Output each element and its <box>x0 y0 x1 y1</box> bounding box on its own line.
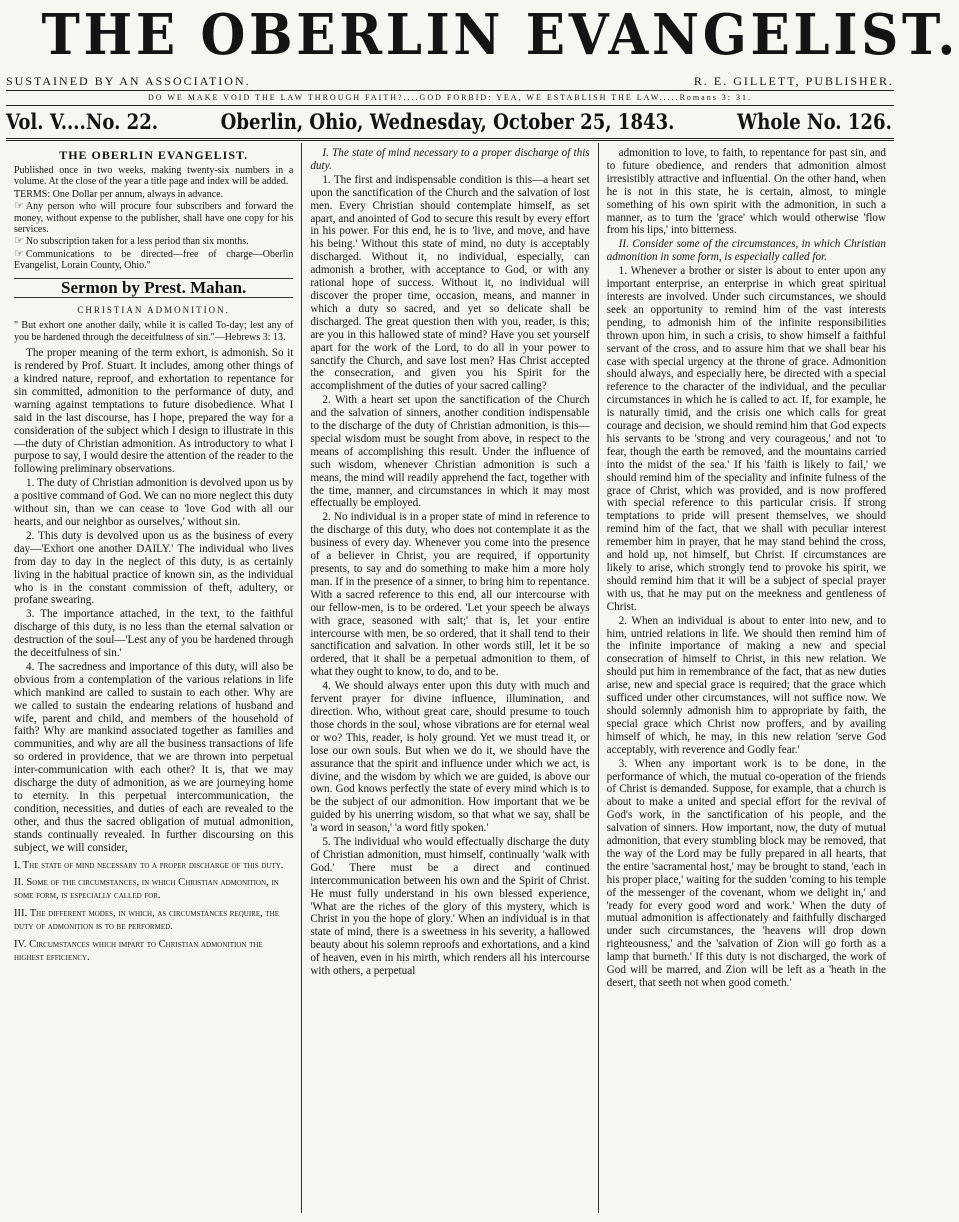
paragraph: The proper meaning of the term exhort, is admonish. So it is rendered by Prof. Stuart. It includes, among other things of a kindred nature, reproof, and exhortation to repentance for sin committed, admonition to the performance of duty, and warning against temptations to future disobedience. What I said in the last discourse, has I hope, prepared the way for a consideration of the subject which I design to illustrate in this—the duty of Christian admonition. As introductory to what I purpose to say, I would desire the attention of the reader to the following preliminary observations. <box>14 347 294 476</box>
subscription-notice <box>14 165 293 272</box>
masthead-title: THE OBERLIN EVANGELIST. <box>41 2 959 68</box>
column-3 <box>598 143 894 1213</box>
paragraph: 2. No individual is in a proper state of mind in reference to the discharge of this duty, who does not contemplate it as the business of every day. Whenever you come into the presence of a believer in Christ, you are required, if opportunity presents, to say and do something to make him a more holy man. If in the presence of a sinner, to bring him to repentance. With a sacred reference to this end, all our intercourse with our fellow-men, is to be ordered. 'Let your speech be always with grace, seasoned with salt;' that is, let your entire intercourse with men, be so ordered, that it shall tend to their sanctification and salvation. In other words still, let it be so ordered, that it shall be a perpetual admonition to them, of what they ought to know, to do, and to be. <box>310 511 590 679</box>
pointing-hand-icon: ☞ <box>14 235 24 248</box>
paragraph: 2. With a heart set upon the sanctification of the Church and the salvation of sinners, another condition indispensable to the discharge of the duty of Christian admonition, is this—special wisdom must be sought from above, in respect to the means of accomplishing this result. Under the influence of such wisdom, whenever Christian admonition is such a means, the mind will readily apprehend the fact, together with the time, manner, and circumstances in which it may most effectually be employed. <box>310 394 590 510</box>
outline-heading: I. The state of mind necessary to a proper discharge of this duty. <box>14 859 284 871</box>
notice-item: Communications to be directed—free of charge—Oberlin Evangelist, Lorain County, Ohio." <box>14 248 294 272</box>
section-heading: I. The state of mind necessary to a proper discharge of this duty. <box>310 147 590 172</box>
article-columns <box>6 143 894 1213</box>
paragraph: 2. This duty is devolved upon us as the business of every day—'Exhort one another DAILY.' The individual who lives from day to day in the neglect of this duty, is as certainly living in the habitual practice of known sin, as the individual who is in the constant commission of theft, adultery, or profane swearing. <box>14 529 294 607</box>
scripture-quote: " But exhort one another daily, while it is called To-day; lest any of you be hardened through the deceitfulness of sin."—Hebrews 3: 13. <box>14 320 294 343</box>
pointing-hand-icon: ☞ <box>14 200 24 213</box>
notice-item: No subscription taken for a less period than six months. <box>25 236 249 248</box>
paragraph: 4. We should always enter upon this duty with much and fervent prayer for divine influence, illumination, and direction. Who, without great care, should presume to touch those chords in the soul, whose vibrations are for eternal weal or wo? This, reader, is holy ground. Yet we must tread it, or lose our own souls. But when we do it, we should have the assurance that the spirit and influence under which we act, is divine, and the wisdom by which we are guided, is above our own. God knows perfectly the state of every mind which is to be the subject of our admonition. How important that we be guided by his unerring wisdom, so that what we say, shall be 'a word in season,' 'a word fitly spoken.' <box>310 680 590 835</box>
publisher-row <box>6 72 894 90</box>
notice-intro: Published once in two weeks, making twenty-six numbers in a volume. At the close of the year a title page and index will be added. <box>14 164 294 188</box>
paragraph: 2. When an individual is about to enter into new, and to him, untried relations in life. We should then remind him of the infinite importance of making a new and special consecration of himself to Christ, in this new relation. We should put him in remembrance of the fact, that as new duties arise, new and special grace is required; that the grace which sufficed under other circumstances, will not suffice now. We should solemnly admonish him to appropriate by faith, the special grace which Christ now proffers, and by availing himself of which, he may, in this new relation 'serve God acceptably, with reverence and Godly fear.' <box>606 614 886 756</box>
sermon-subtitle: CHRISTIAN ADMONITION. <box>77 305 230 316</box>
outline-heading: II. Some of the circumstances, in which Christian admonition, in some form, is especially called for. <box>14 877 279 902</box>
motto: DO WE MAKE VOID THE LAW THROUGH FAITH?....GOD FORBID: YEA, WE ESTABLISH THE LAW.....Romans 3: 31. <box>147 93 753 102</box>
notice-title: THE OBERLIN EVANGELIST. <box>59 148 249 162</box>
paragraph: 4. The sacredness and importance of this duty, will also be obvious from a contemplation of the various relations in life which mankind are called to sustain to each other. Why are we called to sustain the endearing relations of husband and wife, parent and child, and members of the household of faith? Why are mankind associated together as families and communities, and why are all the business transactions of life so ordered in providence, that we are thrown into perpetual inter-communication with each other? It is, that we may discharge the duty of admonition, as we are journeying home to eternity. In this perpetual intercommunication, the condition, necessities, and duties of each are revealed to the other, and thus the sacred obligation of mutual admonition, stands continually revealed. In further discoursing on this subject, we will consider, <box>14 660 294 854</box>
publisher-note: R. E. GILLETT, PUBLISHER. <box>693 73 894 88</box>
notice-terms: TERMS: One Dollar per annum, always in advance. <box>14 188 224 200</box>
paragraph: admonition to love, to faith, to repentance for past sin, and to future obedience, and renders that admonition almost irresistibly attractive and influential. On the other hand, when he is not in this state, he is certain, almost, to mingle something of his own spirit with the admonition, in such a manner, as to turn the 'grace' which would otherwise 'flow from his lips,' into bitterness. <box>606 147 886 237</box>
paragraph: 1. The first and indispensable condition is this—a heart set upon the sanctification of the Church and the salvation of lost men. Every Christian should contemplate himself, as set apart, and anointed of God to secure this result by every effort in his power. For this end, he is to 'live, and move, and have his being.' Without this state of mind, no duty is acceptably discharged. Without it, no individual, especially, can admonish a brother, with acceptance to God, or with any rational hope of success. Without it, no individual will discover the proper time, occasion, means, and manner in which a duty so sacred, and yet so delicate shall be discharged. The great question then with you, reader, is this; are you in this hallowed state of mind? Have you set yourself apart for the work of the Lord, to do all in your power to sanctify the Church, and save lost men? Has Christ accepted the consecration, and given you his Spirit for the accomplishment of the duties of your sacred calling? <box>310 173 590 393</box>
volume-number: Vol. V....No. 22. <box>6 109 159 134</box>
dateline <box>6 106 892 138</box>
paragraph: 3. When any important work is to be done, in the performance of which, the mutual co-operation of the friends of Christ is demanded. Suppose, for example, that a church is about to make a united and special effort for the revival of God's work, in the sanctification of his people, and the salvation of sinners. How important, now, the duty of mutual admonition, that every stumbling block may be removed, that the way of the Lord may be fully prepared in all hearts, that the entire 'sacramental host,' may be brought to stand, 'each in his proper place,' waiting for the sudden 'coming to his temple of the messenger of the covenant, whom we delight in,' and 'ready for every good word and work.' When the duty of mutual admonition is affectionately and faithfully discharged under such circumstances, the 'heavens will drop down righteousness,' and the 'salvation of Zion will go forth as a lamp that burneth.' If this duty is not discharged, the work of God will be marred, and Zion will be left as a 'heath in the desert, that seeth not when good cometh.' <box>606 757 886 989</box>
paragraph: 3. The importance attached, in the text, to the faithful discharge of this duty, is no less than the eternal salvation or destruction of the soul—'Lest any of you be hardened through the deceitfulness of sin.' <box>14 608 294 660</box>
issue-date: Oberlin, Ohio, Wednesday, October 25, 1843. <box>220 109 675 134</box>
whole-number: Whole No. 126. <box>736 109 892 134</box>
outline-heading: III. The different modes, in which, as circumstances require, the duty of admonition is to be performed. <box>14 908 280 933</box>
paragraph: 1. Whenever a brother or sister is about to enter upon any important enterprise, an enterprise in which great spiritual interests are involved. Under such circumstances, we should seek an opportunity to remind him of the vast interests pending, to admonish him of the infinite responsibilities thrown upon him, in such a crisis, to show himself a faithful servant of the cross, and to assure him that we shall bear his case with special urgency at the throne of grace. Admonition should always, and especially here, be directed with a special reference to the character of the individual, and the peculiar circumstances in which he is called to act. If, for example, he is naturally timid, and the crisis one which calls for great courage and decision, we should remind him that God expects his servants to be 'strong and very courageous,' and not 'to fear, though the earth be removed, and the mountains carried into the midst of the sea.' If his 'faith is likely to fail,' we should remind him of the speciality and infinite fulness of the grace of Christ, which was provided, and is now proffered with special reference to this particular crisis. If strong temptations to pride will present themselves, we should remind him of the fact, that we shall with peculiar interest remember him in prayer, that he may stand behind the cross, and hold up, not himself, but Christ. If circumstances are likely to arise, which strongly tend to provoke his spirit, we should remind him that it will be a subject of special prayer with us, that he may put on the meekness and gentleness of Christ. <box>606 265 886 613</box>
sermon-title: Sermon by Prest. Mahan. <box>14 278 293 299</box>
paragraph: 1. The duty of Christian admonition is devolved upon us by a positive command of God. We can no more neglect this duty without sin, than we can cease to 'love God with all our hearts, and our neighbor as ourselves,' without sin. <box>14 477 294 528</box>
divider <box>6 138 894 141</box>
column-2 <box>301 143 597 1213</box>
section-heading: II. Consider some of the circumstances, in which Christian admonition in some form, is especially called for. <box>606 238 886 264</box>
notice-item: Any person who will procure four subscribers and forward the money, without expense to the publisher, shall have one copy for his services. <box>14 201 294 235</box>
outline-heading: IV. Circumstances which impart to Christian admonition the highest efficiency. <box>14 939 263 963</box>
paragraph: 5. The individual who would effectually discharge the duty of Christian admonition, must himself, continually 'walk with God.' There must be a direct and continued intercommunication between his own and the Spirit of Christ. He must fully understand in his own blessed experience, 'What are the riches of the glory of this mystery, which is Christ in you the hope of glory.' When an individual is in that state of mind, there is a sweetness in his severity, a hallowed beauty about his solemn reproofs and exhortations, and a kind of heaven, even in his mirth, which renders all his intercourse with others, a perpetual <box>310 836 590 978</box>
association-note: SUSTAINED BY AN ASSOCIATION. <box>6 73 251 88</box>
column-1 <box>6 143 301 1213</box>
pointing-hand-icon: ☞ <box>14 247 24 260</box>
